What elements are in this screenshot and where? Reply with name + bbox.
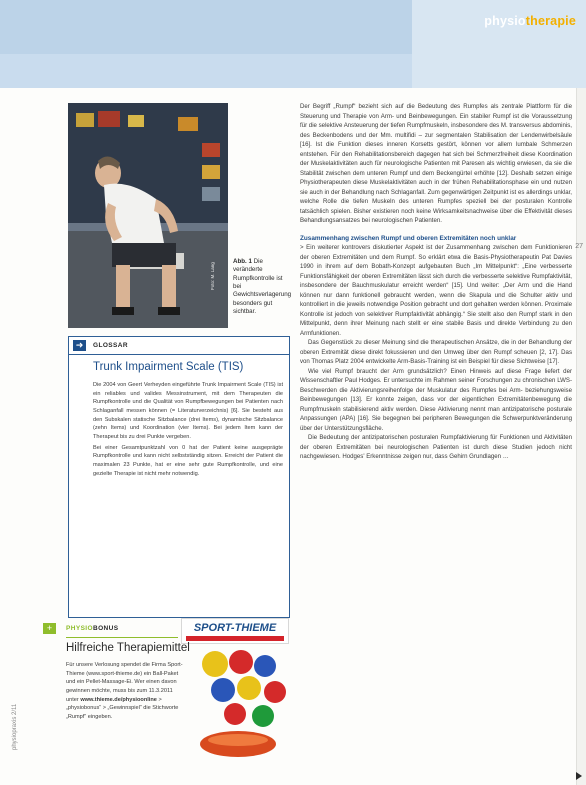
- sponsor-logo-text: SPORT-THIEME: [193, 622, 277, 634]
- plus-icon: +: [43, 623, 56, 634]
- article-paragraph: Wie viel Rumpf braucht der Arm grundsätzlich? Einen Hinweis auf diese Frage liefert der Wissenschaftler Paul Hodges. Er untersuchte im Rahmen seiner Forschungen zu chronischen LWS-Beschwerden die Aktivierungsreihenfolge der Muskulatur des Rumpfes bei Arm- beziehungsweise Beinbewegungen [13]. Er konnte zeigen, dass vor der eigentlichen Extremitätenbewegung die Rumpfmuskeln stabilisierend aktiv werden. Diese Aktivierung nennt man antizipatorische posturale Anpassungen (APA) [16]. Sie begegnen bei peripheren Bewegungen die Schwerpunktveränderung über der Unterstützungsfläche.: [300, 367, 572, 432]
- brand-part-2: therapie: [525, 14, 576, 28]
- glossar-box: [68, 336, 290, 618]
- article-column: [300, 102, 572, 462]
- glossar-text: [93, 381, 283, 478]
- glossar-divider: [69, 354, 289, 355]
- bonus-title: Hilfreiche Therapiemittel: [66, 642, 190, 654]
- bonus-label-part-2: BONUS: [92, 625, 119, 632]
- article-paragraph: > Ein weiterer kontrovers diskutierter Aspekt ist der Zusammenhang zwischen dem Funktionieren der oberen Extremitäten und dem Rumpf. So erklärt etwa die Basis-Physiotherapeutin Pat Davies 1990 in ihrem auf dem Bobath-Konzept aufgebauten Buch „Im Mittelpunkt“: „Eine verbesserte Funktionsfähigkeit der oberen Extremitäten lässt sich durch die verbesserte selektive Rumpfaktivität, insbesondere der Bauchmuskulatur erreicht werden“ [15]. Und weiter: „Der Arm und die Hand können nur dann funktionell gebraucht werden, wenn die Skapula und die Schulter aktiv und kontrolliert in die jeweils notwendige Position gebracht und dort gehalten werden können. Proximale Kontrolle ist jedoch von selektiver Rumpfaktivität abhängig.“ Sie stellt also den Rumpf stark in den Mittelpunkt, denn ihrer Meinung nach stellt er eine stabile Basis und direkte Verbindung zu den Armfunktionen.: [300, 244, 572, 337]
- photo-credit: Foto: M. Lang: [210, 262, 215, 290]
- page-edge: [576, 88, 586, 785]
- bonus-text-after: > „physiobonus“ > „Gewinnspiel“ die Stichworte „Rumpf“ eingeben.: [66, 696, 179, 720]
- article-paragraph: Das Gegenstück zu dieser Meinung sind die therapeutischen Ansätze, die in der Behandlung der oberen Extremität diese direkt fokussieren und den Umweg über den Rumpf scheuen [2, 17]. Das von Thomas Platz 2004 entwickelte Arm-Basis-Training ist ein Beispiel für diese Sichtweise [17].: [300, 339, 572, 366]
- bonus-label-part-1: PHYSIO: [66, 625, 93, 632]
- brand-part-1: physio: [484, 14, 526, 28]
- article-subheading: Zusammenhang zwischen Rumpf und oberen Extremitäten noch unklar: [300, 234, 517, 242]
- bonus-divider: [66, 637, 178, 638]
- bonus-link[interactable]: www.thieme.de/physioonline: [80, 696, 157, 703]
- brand-title: [484, 14, 576, 28]
- figure-photo: [68, 103, 228, 328]
- bonus-text: [66, 661, 186, 722]
- caption-label: Abb. 1: [233, 258, 252, 265]
- article-paragraph: Der Begriff „Rumpf“ bezieht sich auf die Bedeutung des Rumpfes als zentrale Plattform für die Steuerung und Therapie von Arm- und Beinbewegungen. Ein stabiler Rumpf ist die Voraussetzung für die selektive Ansteuerung der tiefen Rumpfmuskeln, insbesondere des M. transversus abdominis, des Beckenbodens und der Mm. multifidi – zur segmentalen Stabilisation der Lendenwirbelsäule [16]. Ist die Funktion dieses inneren Korsetts gestört, können vor allem lumbale Schmerzen entstehen. Für den Rehabilitationsbereich dagegen hat sich bei Schmerzfreiheit diese Koordination der Muskelaktivitäten auch für neurologische Patienten mit Paresen als wichtig erwiesen, da sie die Stabilität zwischen dem unteren Rumpf und dem Beckengürtel erhöhte [12]. Deshalb setzen einige Physiotherapeuten diese Muskelaktivitäten auch in der frühen Rehabilitationsphase ein und nutzen sie auch in der Behandlung nach Schlaganfall. Zum gegenwärtigen Zeitpunkt ist es allerdings unklar, welche Rolle die tiefen Muskeln des unteren Rumpfes speziell bei der posturalen Kontrolle tatsächlich spielen. Bisher existieren noch keine Wirksamkeitsnachweise über die Effektivität dieses Behandlungsansatzes bei neurologischen Patienten.: [300, 103, 572, 224]
- sponsor-logo: [181, 618, 289, 644]
- continue-arrow-icon: [576, 772, 582, 780]
- glossar-paragraph: Bei einer Gesamtpunktzahl von 0 hat der Patient keine ausgeprägte Rumpfkontrolle und kann nicht selbstständig sitzen. Erreicht der Patient die maximalen 23 Punkte, hat er eine sehr gute Rumpfkontrolle, und eine gezielte Therapie ist nicht mehr notwendig.: [93, 444, 283, 477]
- physiobonus-box: [43, 618, 303, 778]
- glossar-title: Trunk Impairment Scale (TIS): [93, 361, 244, 373]
- glossar-paragraph: Die 2004 von Geert Verheyden eingeführte Trunk Impairment Scale (TIS) ist ein reliables und valides Messinstrument, mit dem Therapeuten die Rumpfkontrolle und die Qualität von Rumpfbewegungen bei Patienten nach Schlaganfall messen können (= Literaturverzeichnis) [6]. Sie besteht aus den Subskalen statische Sitzbalance (drei Items), dynamische Sitzbalance (zehn Items) und Koordination (vier Items). Bei jedem Item kann der Therapeut bis zu drei Punkte vergeben.: [93, 382, 283, 440]
- photo-illustration: [68, 103, 228, 328]
- page-number: 27: [575, 243, 583, 250]
- caption-text: Die veränderte Rumpfkontrolle ist bei Gewichtsverlagerung besonders gut sichtbar.: [233, 258, 292, 316]
- header-banner-shade: [0, 54, 412, 88]
- figure-caption: [233, 258, 291, 317]
- article-paragraph: Die Bedeutung der antizipatorischen posturalen Rumpfaktivierung für Funktionen und Aktivitäten der oberen Extremitäten bei neurologischen Patienten ist durch diese Studien jedoch nicht nachgewiesen. Hodges' Erkenntnisse zeigen nur, dass Gehirn Grundlagen …: [300, 434, 572, 461]
- physiobonus-label: [66, 625, 118, 632]
- arrow-right-icon: ➜: [73, 340, 86, 351]
- sponsor-logo-stripe: [186, 636, 284, 641]
- glossar-label: GLOSSAR: [93, 342, 128, 349]
- therapy-balls-image: [193, 646, 303, 761]
- footer-side-note: physiopraxis 2/11: [12, 703, 18, 750]
- bonus-text-before: Für unsere Verlosung spendet die Firma Sport-Thieme (www.sport-thieme.de) ein Ball-Paket und ein Pellet-Massage-Ei. Wer einen davon gewinnen möchte, muss bis zum 11.3.2011 unter: [66, 662, 183, 703]
- header-banner-dark-block: [0, 0, 412, 54]
- header-banner: [0, 0, 586, 88]
